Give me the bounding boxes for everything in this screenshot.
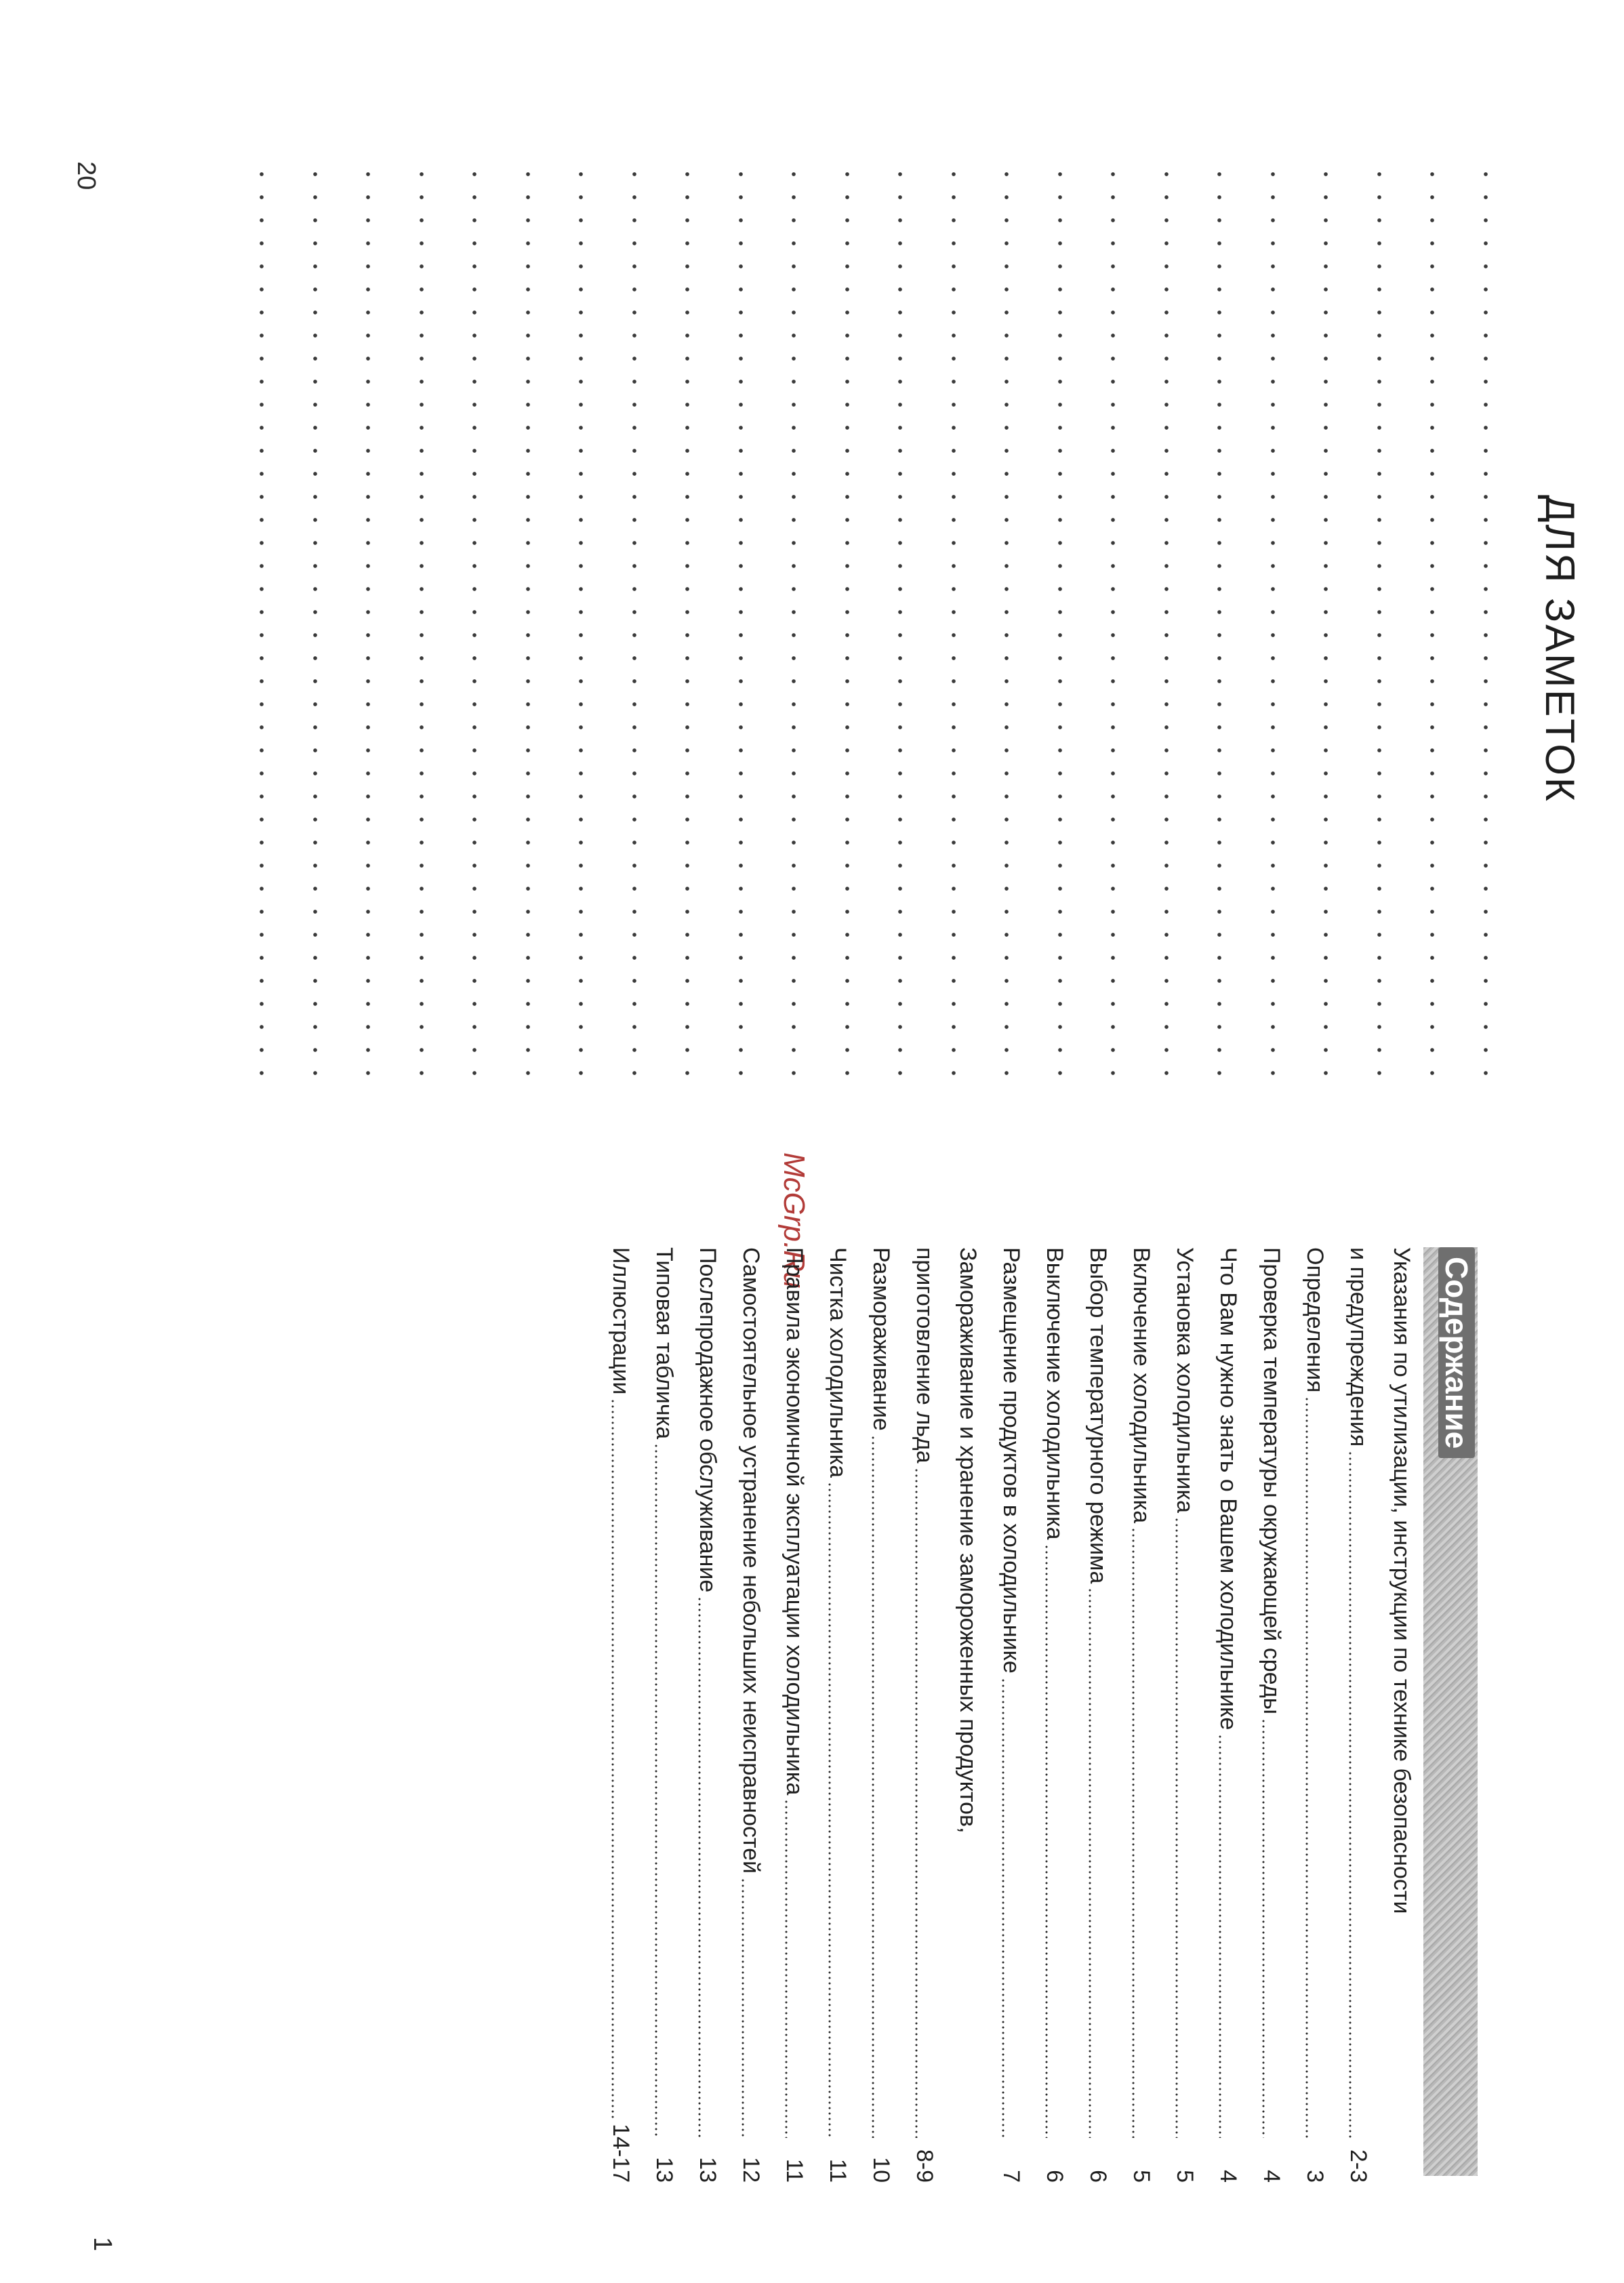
toc-entry	[729, 1247, 773, 2183]
note-line	[1164, 163, 1169, 1091]
toc-entry-page: 8-9	[912, 2149, 937, 2183]
toc-leader-dots	[1219, 1734, 1221, 2138]
toc-leader-dots	[698, 1596, 701, 2138]
toc-leader-dots	[1132, 1527, 1135, 2138]
toc-entry-title: Проверка температуры окружающей среды	[1259, 1247, 1284, 1715]
toc-leader-dots	[1089, 1588, 1091, 2138]
toc-entry	[1380, 1247, 1423, 2183]
note-line	[898, 163, 904, 1091]
toc-entry-title: Включение холодильника	[1129, 1247, 1154, 1524]
toc-entry-title: Размораживание	[868, 1247, 894, 1431]
toc-leader-dots	[828, 1482, 831, 2138]
note-line	[525, 163, 531, 1091]
toc-entry	[946, 1247, 990, 2183]
toc-entry-title: Выключение холодильника	[1042, 1247, 1068, 1540]
toc-entry-page: 4	[1259, 2170, 1284, 2183]
page-number-left: 20	[72, 161, 100, 190]
toc-entry-title: и предупреждения	[1345, 1247, 1371, 1447]
toc-entry-title: Замораживание и хранение замороженных продуктов,	[955, 1247, 981, 1834]
toc-entry-page: 5	[1129, 2170, 1154, 2183]
toc-leader-dots	[872, 1435, 874, 2138]
toc-entry	[1293, 1247, 1337, 2183]
toc-entry-title: Размещение продуктов в холодильнике	[998, 1247, 1024, 1674]
toc-entry-title: Указания по утилизации, инструкции по технике безопасности	[1389, 1247, 1415, 1914]
notes-title: ДЛЯ ЗАМЕТОК	[1537, 495, 1583, 803]
toc-entry-title: Что Вам нужно знать о Вашем холодильнике	[1215, 1247, 1241, 1731]
note-line	[951, 163, 956, 1091]
toc-entry-page: 14-17	[608, 2124, 634, 2183]
toc-entry-title: приготовление льда	[912, 1247, 937, 1463]
note-line	[312, 163, 318, 1091]
toc-leader-dots	[915, 1468, 918, 2138]
toc-entry	[686, 1247, 729, 2183]
toc-entry	[1120, 1247, 1163, 2183]
toc-entry-title: Типовая табличка	[651, 1247, 677, 1440]
note-line	[1057, 163, 1063, 1091]
toc-entry-page: 4	[1215, 2170, 1241, 2183]
note-line	[632, 163, 637, 1091]
contents-header-bar	[1423, 1247, 1478, 2176]
toc-leader-dots	[785, 1799, 788, 2138]
toc-leader-dots	[1349, 1451, 1352, 2138]
toc-entry	[903, 1247, 946, 2183]
note-line	[1111, 163, 1116, 1091]
toc-entry	[816, 1247, 859, 2183]
toc-entry	[599, 1247, 643, 2183]
note-line	[685, 163, 691, 1091]
toc-entry	[1337, 1247, 1380, 2183]
note-line	[1270, 163, 1276, 1091]
toc-entry-page: 5	[1172, 2170, 1198, 2183]
toc-entry	[859, 1247, 903, 2183]
toc-leader-dots	[611, 1398, 614, 2120]
note-line	[738, 163, 744, 1091]
toc-leader-dots	[1305, 1396, 1308, 2138]
toc-leader-dots	[1045, 1544, 1048, 2138]
toc-entry-page: 13	[651, 2157, 677, 2183]
toc-entry-title: Выбор температурного режима	[1085, 1247, 1111, 1584]
note-line	[366, 163, 371, 1091]
toc-entry-page: 6	[1042, 2170, 1068, 2183]
page-number-right: 1	[88, 2237, 117, 2252]
toc-entry-page: 11	[781, 2158, 807, 2183]
toc-entry-page: 13	[695, 2157, 720, 2183]
note-line	[792, 163, 797, 1091]
toc-entry	[1163, 1247, 1206, 2183]
toc-entry	[1033, 1247, 1076, 2183]
watermark: McGrp.Ru	[777, 1152, 811, 1289]
toc-entry-title: Иллюстрации	[608, 1247, 634, 1395]
toc-entry	[1250, 1247, 1293, 2183]
note-line	[579, 163, 584, 1091]
toc-entry-title: Установка холодильника	[1172, 1247, 1198, 1513]
toc-leader-dots	[742, 1878, 744, 2138]
toc-entry	[1206, 1247, 1250, 2183]
toc-leader-dots	[1262, 1718, 1265, 2138]
toc-entry-page: 10	[868, 2157, 894, 2183]
toc-entry-title: Самостоятельное устранение небольших неисправностей	[738, 1247, 764, 1874]
note-line	[1377, 163, 1382, 1091]
toc-entry-page: 2-3	[1345, 2149, 1371, 2183]
contents-header: Содержание	[1438, 1247, 1475, 1458]
note-line	[1004, 163, 1010, 1091]
toc-entry	[773, 1247, 816, 2183]
note-line	[1430, 163, 1436, 1091]
note-line	[472, 163, 478, 1091]
toc-entry-page: 12	[738, 2157, 764, 2183]
note-line	[260, 163, 265, 1091]
note-line	[419, 163, 424, 1091]
toc-leader-dots	[655, 1443, 657, 2138]
toc-entry	[1076, 1247, 1120, 2183]
note-line	[1483, 163, 1488, 1091]
note-line	[1324, 163, 1329, 1091]
toc-entry	[990, 1247, 1033, 2183]
toc-entry-page: 11	[825, 2158, 851, 2183]
toc-leader-dots	[1175, 1517, 1178, 2138]
table-of-contents	[599, 1247, 1423, 2183]
toc-leader-dots	[1002, 1678, 1004, 2138]
toc-entry	[643, 1247, 686, 2183]
toc-entry-page: 3	[1302, 2170, 1328, 2183]
toc-entry-title: Послепродажное обслуживание	[695, 1247, 720, 1593]
toc-entry-title: Определения	[1302, 1247, 1328, 1393]
note-line	[845, 163, 850, 1091]
toc-entry-page: 6	[1085, 2170, 1111, 2183]
toc-entry-page: 7	[998, 2170, 1024, 2183]
toc-entry-title: Чистка холодильника	[825, 1247, 851, 1478]
toc-entry-title: Правила экономичной эксплуатации холодильника	[781, 1247, 807, 1796]
note-line	[1217, 163, 1223, 1091]
